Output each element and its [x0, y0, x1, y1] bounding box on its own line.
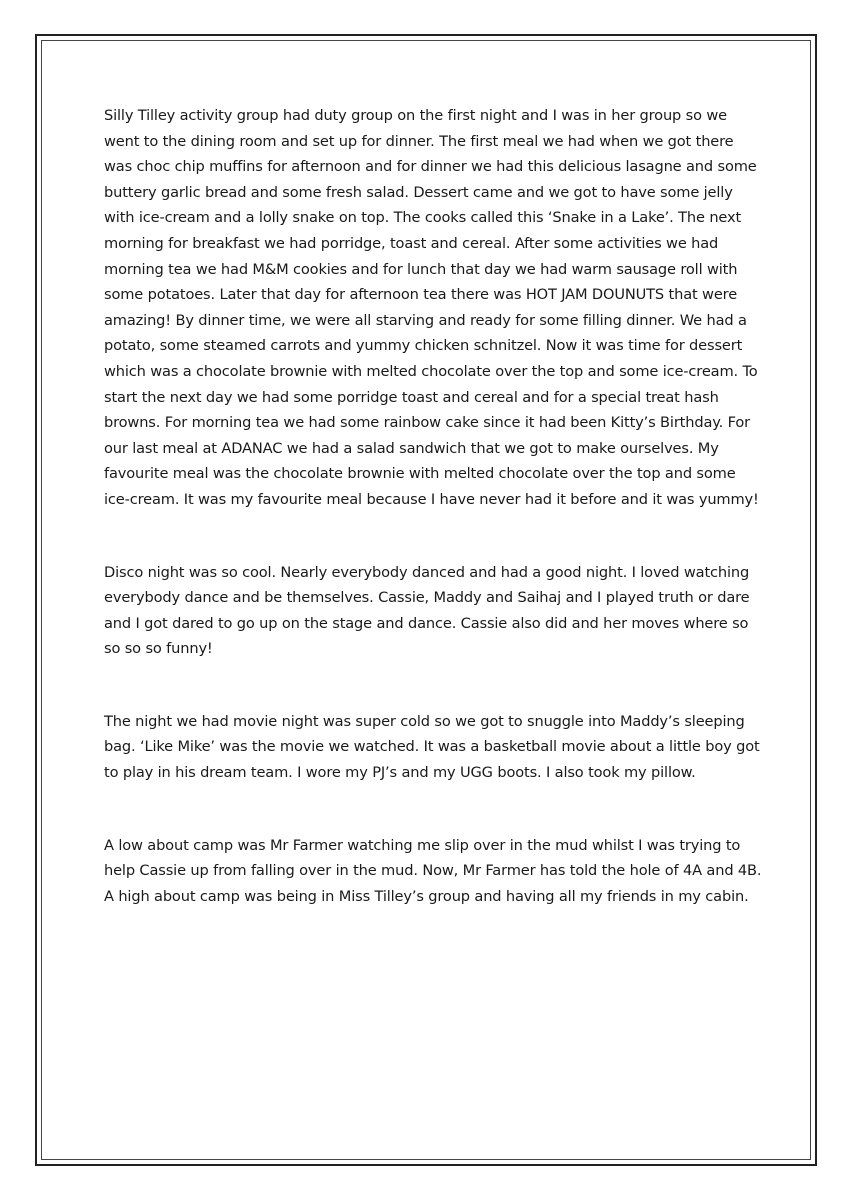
paragraph-disco-night: Disco night was so cool. Nearly everybody danced and had a good night. I loved watching everybody dance and be themselves. Cassie, Maddy and Saihaj and I played truth or dare and I got dared to go up on the stage and dance. Cassie also did and her moves where so so so so funny! — [104, 563, 750, 658]
paragraph-movie-night: The night we had movie night was super cold so we got to snuggle into Maddy’s sleeping bag. ‘Like Mike’ was the movie we watched. It was a basketball movie about a little boy got to play in his dream team. I wore my PJ’s and my UGG boots. I also took my pillow. — [104, 712, 760, 782]
paragraph-meals: Silly Tilley activity group had duty group on the first night and I was in her group so we went to the dining room and set up for dinner. The first meal we had when we got there was choc chip muffins for afternoon and for dinner we had this delicious lasagne and some buttery garlic bread and some fresh salad. Dessert came and we got to have some jelly with ice-cream and a lolly snake on top. The cooks called this ‘Snake in a Lake’. The next morning for breakfast we had porridge, toast and cereal. After some activities we had morning tea we had M&M cookies and for lunch that day we had warm sausage roll with some potatoes. Later that day for afternoon tea there was HOT JAM DOUNUTS that were amazing! By dinner time, we were all starving and ready for some filling dinner. We had a potato, some steamed carrots and yummy chicken schnitzel. Now it was time for dessert which was a chocolate brownie with melted chocolate over the top and some ice-cream. To start the next day we had some porridge toast and cereal and for a special treat hash browns. For morning tea we had some rainbow cake since it had been Kitty’s Birthday. For our last meal at ADANAC we had a salad sandwich that we got to make ourselves. My favourite meal was the chocolate brownie with melted chocolate over the top and some ice-cream. It was my favourite meal because I have never had it before and it was yummy! — [104, 107, 759, 508]
paragraph-high-low: A low about camp was Mr Farmer watching me slip over in the mud whilst I was trying to help Cassie up from falling over in the mud. Now, Mr Farmer has told the hole of 4A and 4B. A high about camp was being in Miss Tilley’s group and having all my friends in my cabin. — [104, 836, 762, 905]
document-body — [104, 103, 764, 909]
